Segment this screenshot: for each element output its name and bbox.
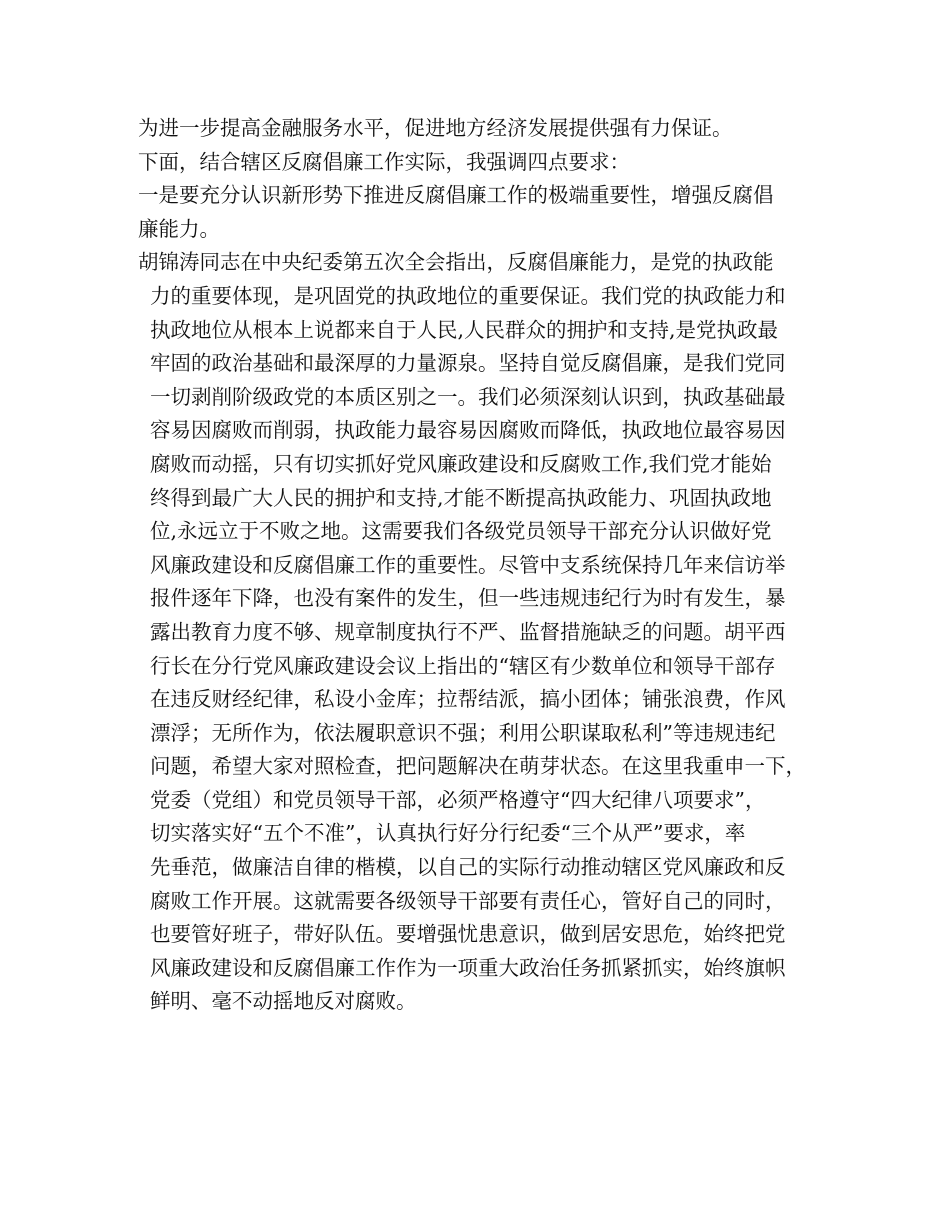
text-line: 牢固的政治基础和最深厚的力量源泉。坚持自觉反腐倡廉，是我们党同	[150, 351, 786, 376]
text-line: 鲜明、毫不动摇地反对腐败。	[150, 989, 417, 1014]
text-line: 腐败而动摇，只有切实抓好党风廉政建设和反腐败工作,我们党才能始	[150, 451, 772, 476]
text-line: 党委（党组）和党员领导干部，必须严格遵守“四大纪律八项要求”，	[150, 787, 766, 812]
text-line: 腐败工作开展。这就需要各级领导干部要有责任心，管好自己的同时，	[150, 888, 786, 913]
text-line: 也要管好班子，带好队伍。要增强忧患意识，做到居安思危，始终把党	[150, 922, 786, 947]
text-line: 风廉政建设和反腐倡廉工作的重要性。尽管中支系统保持几年来信访举	[150, 552, 786, 577]
text-line: 下面，结合辖区反腐倡廉工作实际，我强调四点要求：	[138, 149, 630, 174]
text-line: 在违反财经纪律，私设小金库；拉帮结派，搞小团体；铺张浪费，作风	[150, 687, 786, 712]
text-line: 位,永远立于不败之地。这需要我们各级党员领导干部充分认识做好党	[150, 519, 772, 544]
text-line: 执政地位从根本上说都来自于人民,人民群众的拥护和支持,是党执政最	[150, 317, 779, 342]
text-line: 容易因腐败而削弱，执政能力最容易因腐败而降低，执政地位最容易因	[150, 418, 786, 443]
text-line: 力的重要体现，是巩固党的执政地位的重要保证。我们党的执政能力和	[150, 283, 786, 308]
text-line: 露出教育力度不够、规章制度执行不严、监督措施缺乏的问题。胡平西	[150, 619, 786, 644]
text-line: 终得到最广大人民的拥护和支持,才能不断提高执政能力、巩固执政地	[150, 485, 772, 510]
text-line: 报件逐年下降，也没有案件的发生，但一些违规违纪行为时有发生，暴	[150, 586, 786, 611]
text-line: 一切剥削阶级政党的本质区别之一。我们必须深刻认识到，执政基础最	[150, 384, 786, 409]
text-line: 切实落实好“五个不准”，认真执行好分行纪委“三个从严”要求，率	[150, 821, 746, 846]
text-line: 一是要充分认识新形势下推进反腐倡廉工作的极端重要性，增强反腐倡	[138, 183, 774, 208]
text-line: 为进一步提高金融服务水平，促进地方经济发展提供强有力保证。	[138, 116, 733, 140]
text-line: 廉能力。	[138, 216, 220, 241]
text-line: 漂浮；无所作为，依法履职意识不强；利用公职谋取私利”等违规违纪	[150, 720, 776, 745]
text-line: 先垂范，做廉洁自律的楷模，以自己的实际行动推动辖区党风廉政和反	[150, 855, 786, 880]
text-line: 风廉政建设和反腐倡廉工作作为一项重大政治任务抓紧抓实，始终旗帜	[150, 955, 786, 980]
text-line: 胡锦涛同志在中央纪委第五次全会指出，反腐倡廉能力，是党的执政能	[138, 250, 774, 275]
text-line: 行长在分行党风廉政建设会议上指出的“辖区有少数单位和领导干部存	[150, 653, 776, 678]
text-line: 问题，希望大家对照检查，把问题解决在萌芽状态。在这里我重申一下，	[150, 754, 806, 779]
document-body	[138, 112, 828, 1019]
